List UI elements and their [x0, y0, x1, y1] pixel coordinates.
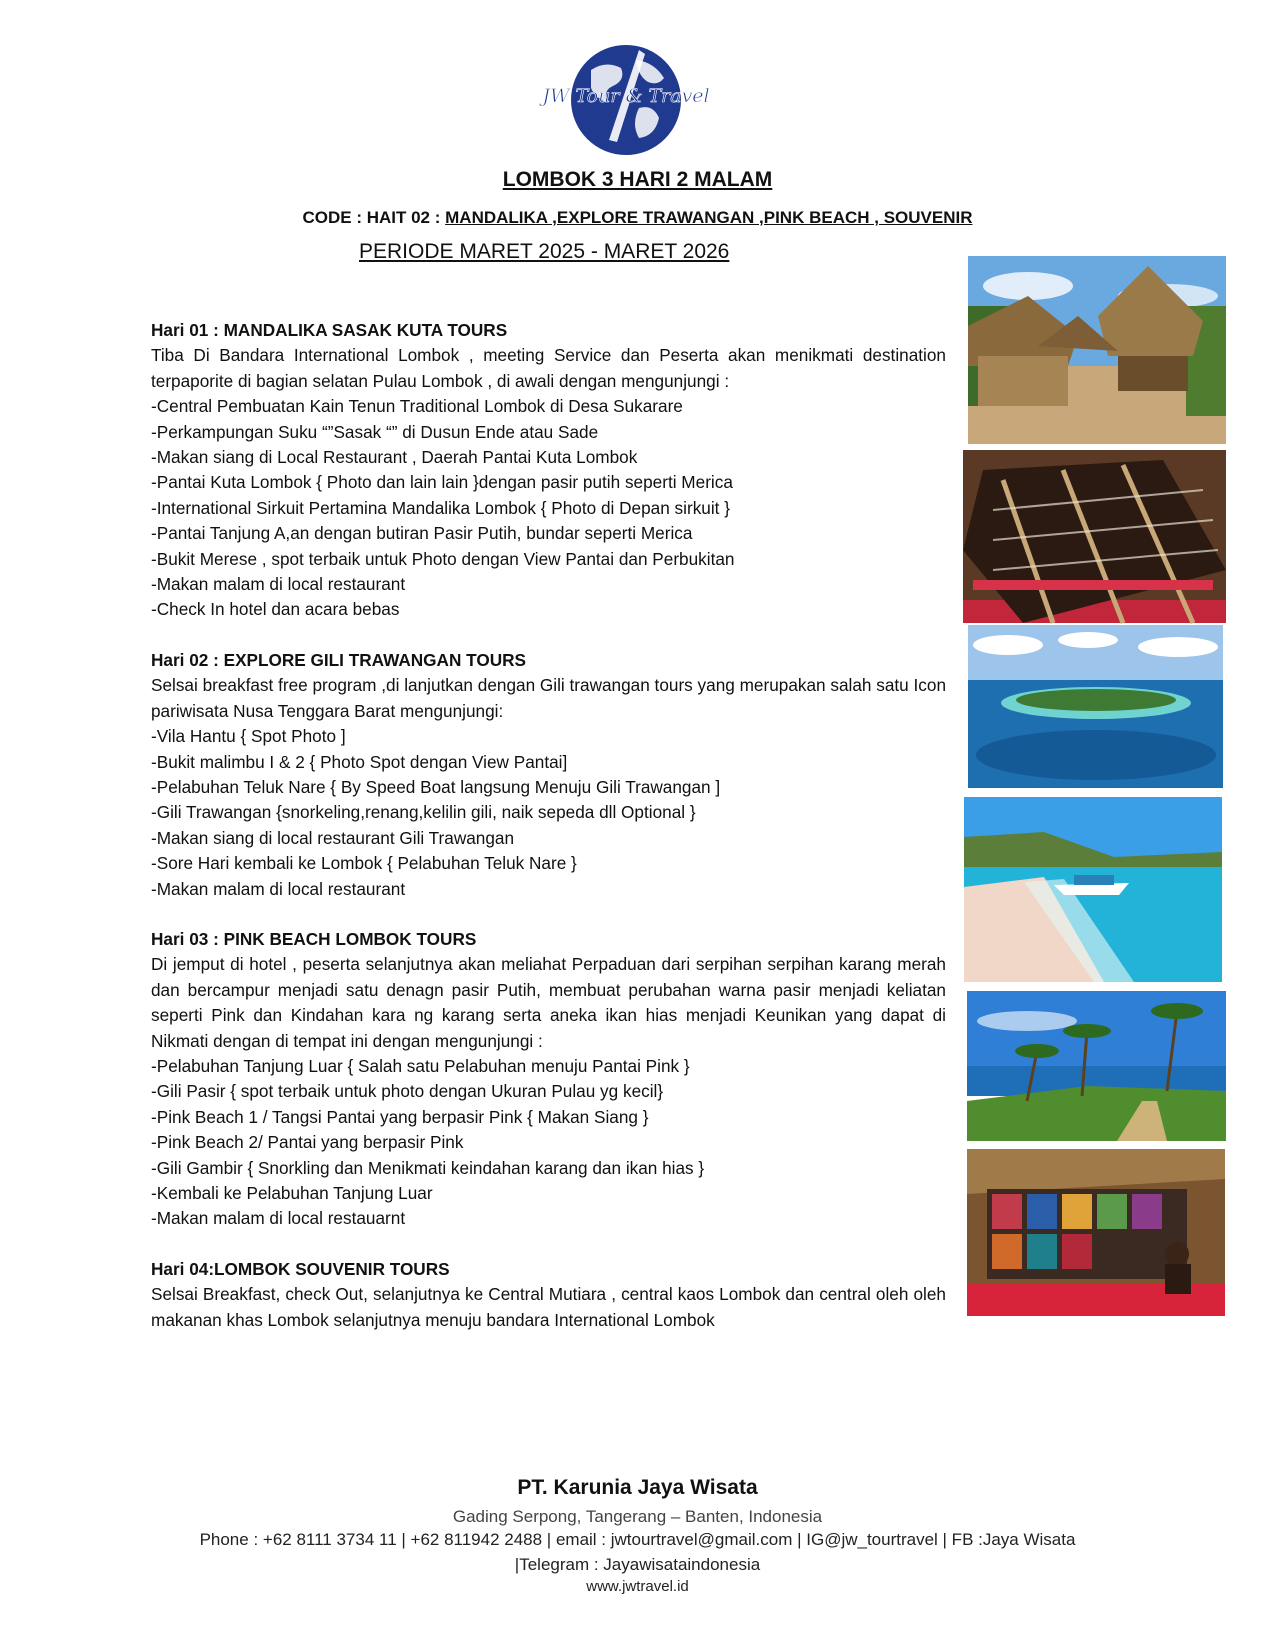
photo-sasak-huts [968, 256, 1226, 444]
company-website: www.jwtravel.id [586, 1578, 689, 1595]
itinerary [151, 318, 946, 1358]
photo-souvenir-shop [967, 1149, 1225, 1316]
day-2-section [151, 648, 946, 902]
list-item: -Pink Beach 1 / Tangsi Pantai yang berpasir Pink { Makan Siang } [151, 1106, 649, 1127]
photo-weaving-loom [963, 450, 1226, 623]
day-4-section [151, 1257, 946, 1333]
list-item: -Bukit Merese , spot terbaik untuk Photo dengan View Pantai dan Perbukitan [151, 548, 735, 569]
list-item: -Gili Trawangan {snorkeling,renang,kelilin gili, naik sepeda dll Optional } [151, 802, 696, 823]
company-logo [542, 30, 710, 170]
svg-text:JW Tour & Travel: JW Tour & Travel [542, 85, 710, 107]
day-items [151, 724, 946, 902]
day-intro: Selsai breakfast free program ,di lanjutkan dengan Gili trawangan tours yang merupakan salah satu Icon pariwisata Nusa Tenggara Barat mengunjungi: [151, 675, 946, 721]
list-item: -Kembali ke Pelabuhan Tanjung Luar [151, 1183, 433, 1203]
day-heading: Hari 03 : PINK BEACH LOMBOK TOURS [151, 928, 477, 949]
list-item: -Check In hotel dan acara bebas [151, 599, 400, 620]
list-item: -Sore Hari kembali ke Lombok { Pelabuhan Teluk Nare } [151, 853, 577, 874]
day-intro: Tiba Di Bandara International Lombok , meeting Service dan Peserta akan menikmati destination terpaporite di bagian selatan Pulau Lombok , di awali dengan mengunjungi : [151, 345, 946, 391]
list-item: -Gili Gambir { Snorkling dan Menikmati keindahan karang dan ikan hias } [151, 1157, 705, 1178]
list-item: -Pantai Kuta Lombok { Photo dan lain lain }dengan pasir putih seperti Merica [151, 472, 733, 493]
day-heading: Hari 02 : EXPLORE GILI TRAWANGAN TOURS [151, 649, 526, 670]
list-item: -Pelabuhan Teluk Nare { By Speed Boat langsung Menuju Gili Trawangan ] [151, 776, 721, 797]
day-heading: Hari 04:LOMBOK SOUVENIR TOURS [151, 1258, 450, 1279]
list-item: -International Sirkuit Pertamina Mandalika Lombok { Photo di Depan sirkuit } [151, 497, 730, 518]
company-contact: Phone : +62 8111 3734 11 | +62 811942 2488 | email : jwtourtravel@gmail.com | IG@jw_tourtravel | FB :Jaya Wisata [199, 1530, 1076, 1549]
list-item: -Pelabuhan Tanjung Luar { Salah satu Pelabuhan menuju Pantai Pink } [151, 1055, 690, 1076]
list-item: -Central Pembuatan Kain Tenun Traditional Lombok di Desa Sukarare [151, 396, 683, 417]
list-item: -Pink Beach 2/ Pantai yang berpasir Pink [151, 1132, 464, 1153]
list-item: -Makan malam di local restaurant [151, 878, 406, 899]
tour-code-route: MANDALIKA ,EXPLORE TRAWANGAN ,PINK BEACH , SOUVENIR [445, 208, 973, 227]
company-telegram: |Telegram : Jayawisataindonesia [514, 1555, 761, 1574]
photo-palm-hill [967, 991, 1226, 1141]
day-heading: Hari 01 : MANDALIKA SASAK KUTA TOURS [151, 320, 508, 340]
list-item: -Makan malam di local restauarnt [151, 1208, 406, 1229]
photo-beach-boat [964, 797, 1222, 982]
company-name: PT. Karunia Jaya Wisata [517, 1476, 758, 1499]
list-item: -Makan siang di local restaurant Gili Trawangan [151, 827, 515, 848]
list-item: -Makan malam di local restaurant [151, 574, 406, 595]
day-intro: Selsai Breakfast, check Out, selanjutnya ke Central Mutiara , central kaos Lombok dan central oleh oleh makanan khas Lombok selanjutnya menuju bandara International Lombok [151, 1284, 946, 1330]
list-item: -Bukit malimbu I & 2 { Photo Spot dengan View Pantai] [151, 751, 568, 772]
day-3-section [151, 927, 946, 1232]
day-items [151, 1054, 946, 1232]
list-item: -Gili Pasir { spot terbaik untuk photo dengan Ukuran Pulau yg kecil} [151, 1081, 664, 1102]
list-item: -Vila Hantu { Spot Photo ] [151, 726, 346, 747]
day-items [151, 394, 946, 623]
day-intro: Di jemput di hotel , peserta selanjutnya akan meliahat Perpaduan dari serpihan serpihan karang merah dan bercampur menjadi satu denagn pasir Putih, membuat perubahan warna pasir menjadi keliatan seperti Pink dan Kindahan kara ng karang serta aneka ikan hias menjadi Keunikan yang dapat di Nikmati dengan di tempat ini dengan mengunjungi : [151, 954, 946, 1051]
list-item: -Perkampungan Suku “”Sasak “” di Dusun Ende atau Sade [151, 421, 599, 442]
tour-code-prefix: CODE : HAIT 02 : [302, 208, 441, 227]
list-item: -Makan siang di Local Restaurant , Daerah Pantai Kuta Lombok [151, 447, 638, 468]
day-1-section [151, 318, 946, 623]
list-item: -Pantai Tanjung A,an dengan butiran Pasir Putih, bundar seperti Merica [151, 523, 693, 544]
page-title: LOMBOK 3 HARI 2 MALAM [502, 168, 773, 191]
tour-code [0, 208, 1275, 228]
tour-period: PERIODE MARET 2025 - MARET 2026 [359, 240, 730, 263]
photo-gili-island [968, 625, 1223, 788]
company-address: Gading Serpong, Tangerang – Banten, Indonesia [452, 1507, 823, 1526]
